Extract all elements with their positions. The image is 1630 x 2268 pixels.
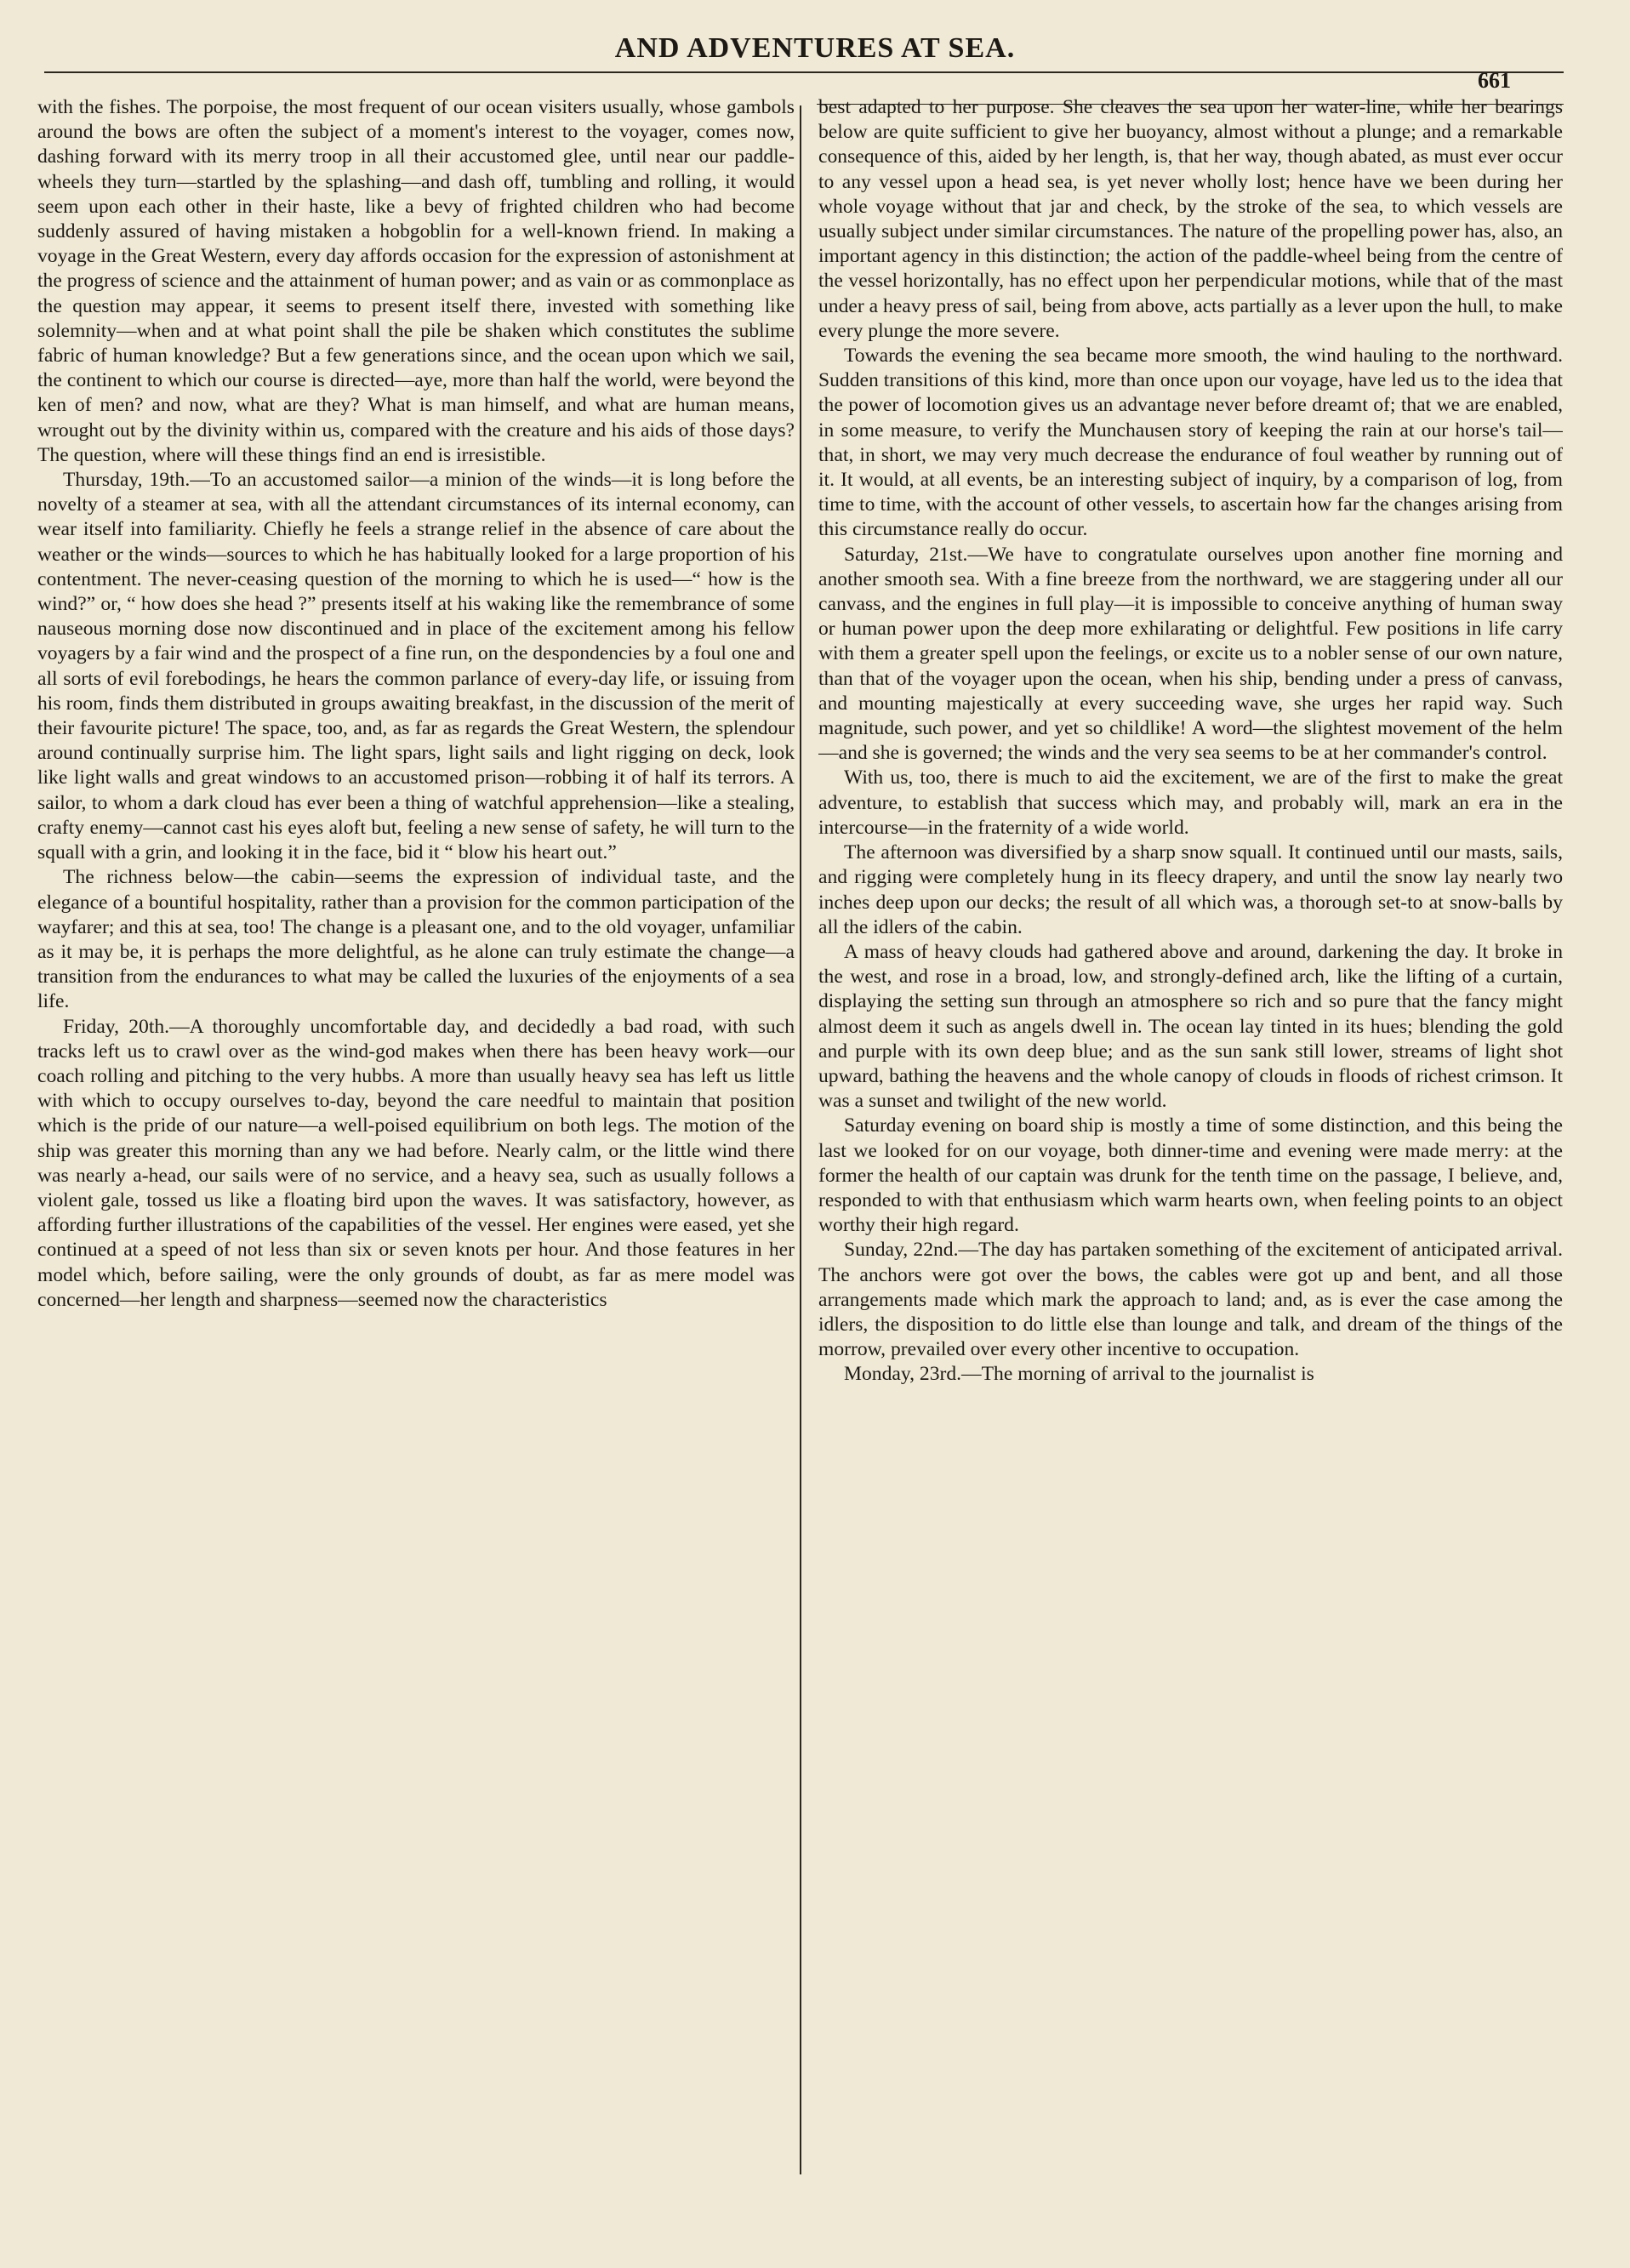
paragraph: best adapted to her purpose. She cleaves the sea upon her water-line, while her bearings below are quite sufficient to give her buoyancy, almost without a plunge; and a remarkable consequence of this, aided by her length, is, that her way, though abated, as must ever occur to any vessel upon a head sea, is yet never wholly lost; hence have we been during her whole voyage without that jar and check, by the stroke of the sea, to which vessels are usually subject under similar circumstances. The nature of the propelling power has, also, an important agency in this distinction; the action of the paddle-wheel being from the centre of the vessel horizontally, has no effect upon her perpendicular motions, while that of the mast under a heavy press of sail, being from above, acts partially as a lever upon the hull, to make every plunge the more severe. bbox=[818, 96, 1563, 342]
paragraph: with the fishes. The porpoise, the most frequent of our ocean visiters usually, whose gambols around the bows are often the subject of a moment's interest to the voyager, comes now, dashing forward with its merry troop in all their accustomed glee, until near our paddle-wheels they turn—startled by the splashing—and dash off, tumbling and rolling, it would seem upon each other in their haste, like a bevy of frighted children who had become suddenly assured of having mistaken a hobgoblin for a well-known friend. In making a voyage in the Great Western, every day affords occasion for the expression of astonishment at the progress of science and the attainment of human power; and as vain or as commonplace as the question may appear, it seems to present itself there, invested with something like solemnity—when and at what point shall the pile be shaken which constitutes the sublime fabric of human knowledge? But a few generations since, and the ocean upon which we sail, the continent to which our course is directed—aye, more than half the world, were beyond the ken of men? and now, what are they? What is man himself, and what are human means, wrought out by the divinity within us, compared with the creature and his aids of those days? The question, where will these things find an end is irresistible. bbox=[37, 96, 795, 466]
right-column bbox=[818, 95, 1563, 2197]
paragraph: A mass of heavy clouds had gathered above and around, darkening the day. It broke in the west, and rose in a broad, low, and strongly-defined arch, like the lifting of a curtain, displaying the setting sun through an atmosphere so rich and so pure that the fancy might almost deem it such as angels dwell in. The ocean lay tinted in its hues; blending the gold and purple with its own deep blue; and as the sun sank still lower, streams of light shot upward, bathing the heavens and the whole canopy of clouds in floods of richest crimson. It was a sunset and twilight of the new world. bbox=[818, 940, 1563, 1113]
running-title: AND ADVENTURES AT SEA. bbox=[614, 32, 1016, 64]
header-rule bbox=[44, 71, 1564, 73]
page-number: 661 bbox=[1478, 68, 1511, 93]
left-column bbox=[37, 95, 795, 2197]
paragraph: Friday, 20th.—A thoroughly uncomfortable day, and decidedly a bad road, with such tracks left us to crawl over as the wind-god makes when there has been heavy work—our coach rolling and pitching to the very hubbs. A more than usually heavy sea has left us little with which to occupy ourselves to-day, beyond the care needful to maintain that position which is the pride of our nature—a well-poised equilibrium on both legs. The motion of the ship was greater this morning than any we had before. Nearly calm, or the little wind there was nearly a-head, our sails were of no service, and a heavy sea, such as usually follows a violent gale, tossed us like a floating bird upon the waves. It was satisfactory, however, as affording further illustrations of the capabilities of the vessel. Her engines were eased, yet she continued at a speed of not less than six or seven knots per hour. And those features in her model which, before sailing, were the only grounds of doubt, as far as mere model was concerned—her length and sharpness—seemed now the characteristics bbox=[37, 1015, 795, 1311]
paragraph: Thursday, 19th.—To an accustomed sailor—a minion of the winds—it is long before the novelty of a steamer at sea, with all the attendant circumstances of its internal economy, can wear itself into familiarity. Chiefly he feels a strange relief in the absence of care about the weather or the winds—sources to which he has habitually looked for a large proportion of his contentment. The never-ceasing question of the morning to which he is used—“ how is the wind?” or, “ how does she head ?” presents itself at his waking like the remembrance of some nauseous morning dose now discontinued and in place of the excitement among his fellow voyagers by a fair wind and the prospect of a fine run, on the despondencies by a foul one and all sorts of evil forebodings, he hears the common parlance of every-day life, or issuing from his room, finds them distributed in groups awaiting breakfast, in the discussion of the merit of their favourite picture! The space, too, and, as far as regards the Great Western, the splendour around continually surprise him. The light spars, light sails and light rigging on deck, look like light walls and great windows to an accustomed prison—robbing it of half its terrors. A sailor, to whom a dark cloud has ever been a thing of watchful apprehension—like a stealing, crafty enemy—cannot cast his eyes aloft but, feeling a new sense of safety, he will turn to the squall with a grin, and looking it in the face, bid it “ blow his heart out.” bbox=[37, 469, 795, 864]
paragraph: Towards the evening the sea became more smooth, the wind hauling to the northward. Sudden transitions of this kind, more than once upon our voyage, have led us to the idea that the power of locomotion gives us an advantage never before dreamt of; that we are enabled, in some measure, to verify the Munchausen story of keeping the rain at our horse's tail—that, in short, we may very much decrease the endurance of foul weather by running out of it. It would, at all events, be an interesting subject of inquiry, by a comparison of log, from time to time, with the account of other vessels, to ascertain how far the changes arising from this circumstance really do occur. bbox=[818, 345, 1563, 541]
paragraph: The richness below—the cabin—seems the expression of individual taste, and the elegance of a bountiful hospitality, rather than a provision for the common participation of the wayfarer; and this at sea, too! The change is a pleasant one, and to the old voyager, unfamiliar as it may be, it is perhaps the more delightful, as he alone can truly estimate the change—a transition from the endurances to what may be called the luxuries of the enjoyments of a sea life. bbox=[37, 866, 795, 1013]
paragraph: Sunday, 22nd.—The day has partaken something of the excitement of anticipated arrival. The anchors were got over the bows, the cables were got up and bent, and all those arrangements made which mark the approach to land; and, as is ever the case among the idlers, the disposition to do little else than lounge and talk, and dream of the things of the morrow, prevailed over every other incentive to occupation. bbox=[818, 1239, 1563, 1361]
paragraph: Monday, 23rd.—The morning of arrival to the journalist is bbox=[844, 1363, 1314, 1386]
column-divider bbox=[800, 105, 801, 2174]
paragraph: The afternoon was diversified by a sharp snow squall. It continued until our masts, sails, and rigging were completely hung in its fleecy drapery, and until the snow lay nearly two inches deep upon our decks; the result of all which was, a thorough set-to at snow-balls by all the idlers of the cabin. bbox=[818, 841, 1563, 938]
paragraph: Saturday evening on board ship is mostly a time of some distinction, and this being the last we looked for on our voyage, both dinner-time and evening were made merry: at the former the health of our captain was drunk for the tenth time on the passage, I believe, and, responded to with that enthusiasm which warm hearts own, when feeling points to an object worthy their high regard. bbox=[818, 1114, 1563, 1237]
paragraph: Saturday, 21st.—We have to congratulate ourselves upon another fine morning and another smooth sea. With a fine breeze from the northward, we are staggering under all our canvass, and the engines in full play—it is impossible to conceive anything of human sway or human power upon the deep more exhilarating or delightful. Few positions in life carry with them a greater spell upon the feelings, or excite us to a nobler sense of our own nature, than that of the voyager upon the ocean, when his ship, bending under a press of canvass, and mounting majestically at every succeeding wave, she urges her rapid way. Such magnitude, such power, and yet so childlike! A word—the slightest movement of the helm—and she is governed; the winds and the very sea seems to be at her commander's control. bbox=[818, 543, 1563, 765]
paragraph: With us, too, there is much to aid the excitement, we are of the first to make the great adventure, to establish that success which may, and probably will, mark an era in the intercourse—in the fraternity of a wide world. bbox=[818, 766, 1563, 839]
